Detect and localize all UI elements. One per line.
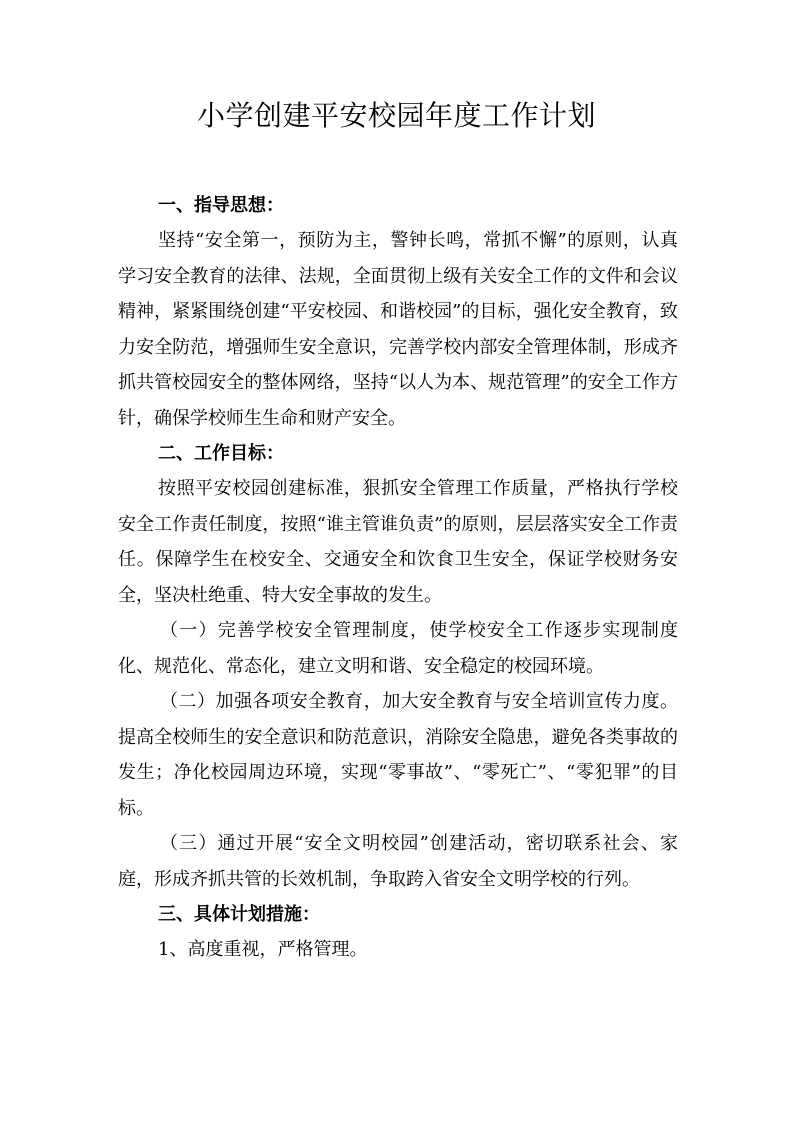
measure-item-1: 1、高度重视，严格管理。 (158, 939, 368, 960)
section-heading-guiding-ideology: 一、指导思想： (158, 195, 284, 216)
paragraph-work-goals: 按照平安校园创建标准，狠抓安全管理工作质量，严格执行学校安全工作责任制度，按照“谁主管谁负责”的原则，层层落实安全工作责任。保障学生在校安全、交通安全和饮食卫生安全，保证学校财务安全，坚决杜绝重、特大安全事故的发生。 (118, 478, 678, 606)
goal-item-1: （一）完善学校安全管理制度，使学校安全工作逐步实现制度化、规范化、常态化，建立文明和谐、安全稳定的校园环境。 (118, 620, 678, 677)
section-heading-work-goals: 二、工作目标： (158, 443, 284, 464)
document-body (118, 188, 678, 968)
document-title: 小学创建平安校园年度工作计划 (196, 99, 596, 132)
paragraph-guiding-ideology: 坚持“安全第一，预防为主，警钟长鸣，常抓不懈”的原则，认真学习安全教育的法律、法规，全面贯彻上级有关安全工作的文件和会议精神，紧紧围绕创建“平安校园、和谐校园”的目标，强化安全教育，致力安全防范，增强师生安全意识，完善学校内部安全管理体制，形成齐抓共管校园安全的整体网络，坚持“以人为本、规范管理”的安全工作方针，确保学校师生生命和财产安全。 (118, 230, 678, 429)
section-heading-plan-measures: 三、具体计划措施： (158, 904, 320, 925)
goal-item-3: （三）通过开展“安全文明校园”创建活动，密切联系社会、家庭，形成齐抓共管的长效机制，争取跨入省安全文明学校的行列。 (118, 833, 678, 890)
goal-item-2: （二）加强各项安全教育，加大安全教育与安全培训宣传力度。提高全校师生的安全意识和防范意识，消除安全隐患，避免各类事故的发生；净化校园周边环境，实现“零事故”、“零死亡”、“零犯罪”的目标。 (118, 691, 678, 819)
